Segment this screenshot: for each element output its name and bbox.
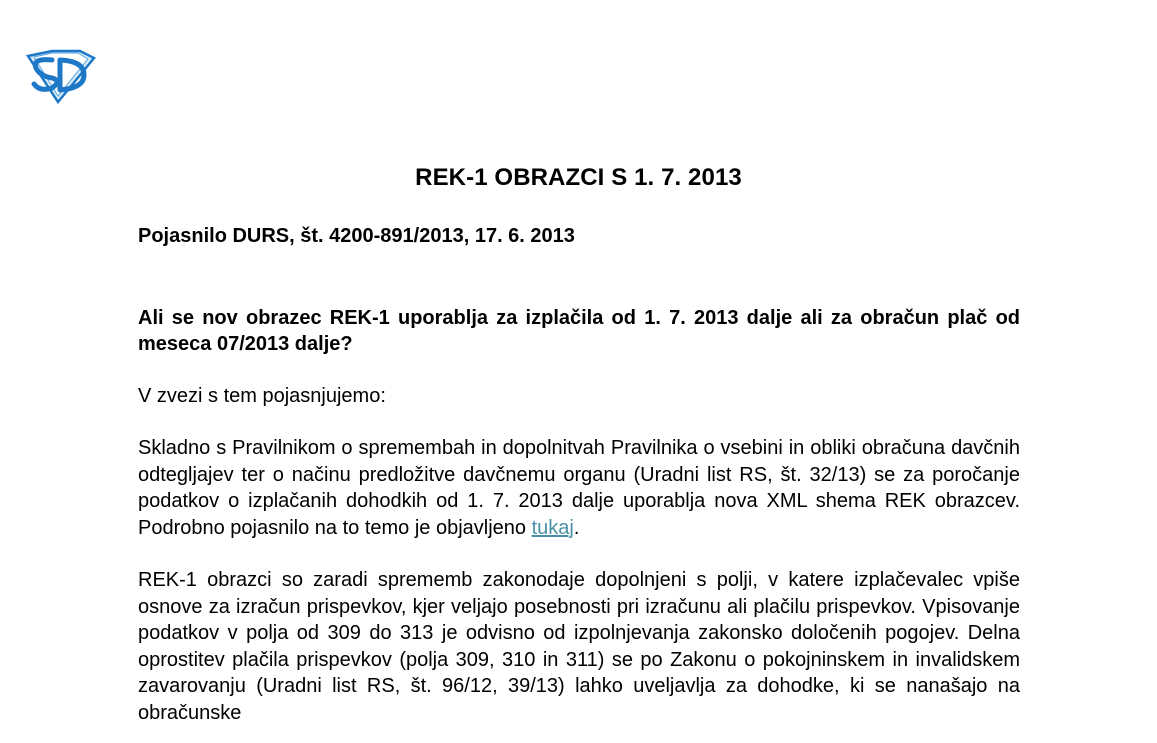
sd-logo: [22, 48, 96, 104]
sd-diamond-logo-icon: [22, 48, 96, 104]
paragraph-1-end: .: [573, 516, 580, 539]
intro-text: V zvezi s tem pojasnjujemo:: [138, 384, 386, 407]
paragraph-1: [138, 435, 1020, 541]
tukaj-link[interactable]: tukaj: [531, 516, 574, 539]
paragraph-2: REK-1 obrazci so zaradi sprememb zakonodaje dopolnjeni s polji, v katere izplačevalec vpiše osnove za izračun prispevkov, kjer veljajo posebnosti pri izračunu ali plačilu prispevkov. Vpisovanje podatkov v polja od 309 do 313 je odvisno od izpolnjevanja zakonsko določenih pogojev. Delna oprostitev plačila prispevkov (polja 309, 310 in 311) se po Zakonu o pokojninskem in invalidskem zavarovanju (Uradni list RS, št. 96/12, 39/13) lahko uveljavlja za dohodke, ki se nanašajo na obračunske: [138, 569, 1020, 724]
document-body: [138, 223, 1020, 726]
document-title: REK-1 OBRAZCI S 1. 7. 2013: [415, 164, 742, 191]
question-heading: Ali se nov obrazec REK-1 uporablja za izplačila od 1. 7. 2013 dalje ali za obračun plač od meseca 07/2013 dalje?: [138, 306, 1020, 355]
document-subtitle: Pojasnilo DURS, št. 4200-891/2013, 17. 6. 2013: [138, 225, 575, 247]
paragraph-1-text: Skladno s Pravilnikom o spremembah in dopolnitvah Pravilnika o vsebini in obliki obračuna davčnih odtegljajev ter o načinu predložitve davčnemu organu (Uradni list RS, št. 32/13) se za poročanje podatkov o izplačanih dohodkih od 1. 7. 2013 dalje uporablja nova XML shema REK obrazcev. Podrobno pojasnilo na to temo je objavljeno: [138, 437, 1020, 539]
